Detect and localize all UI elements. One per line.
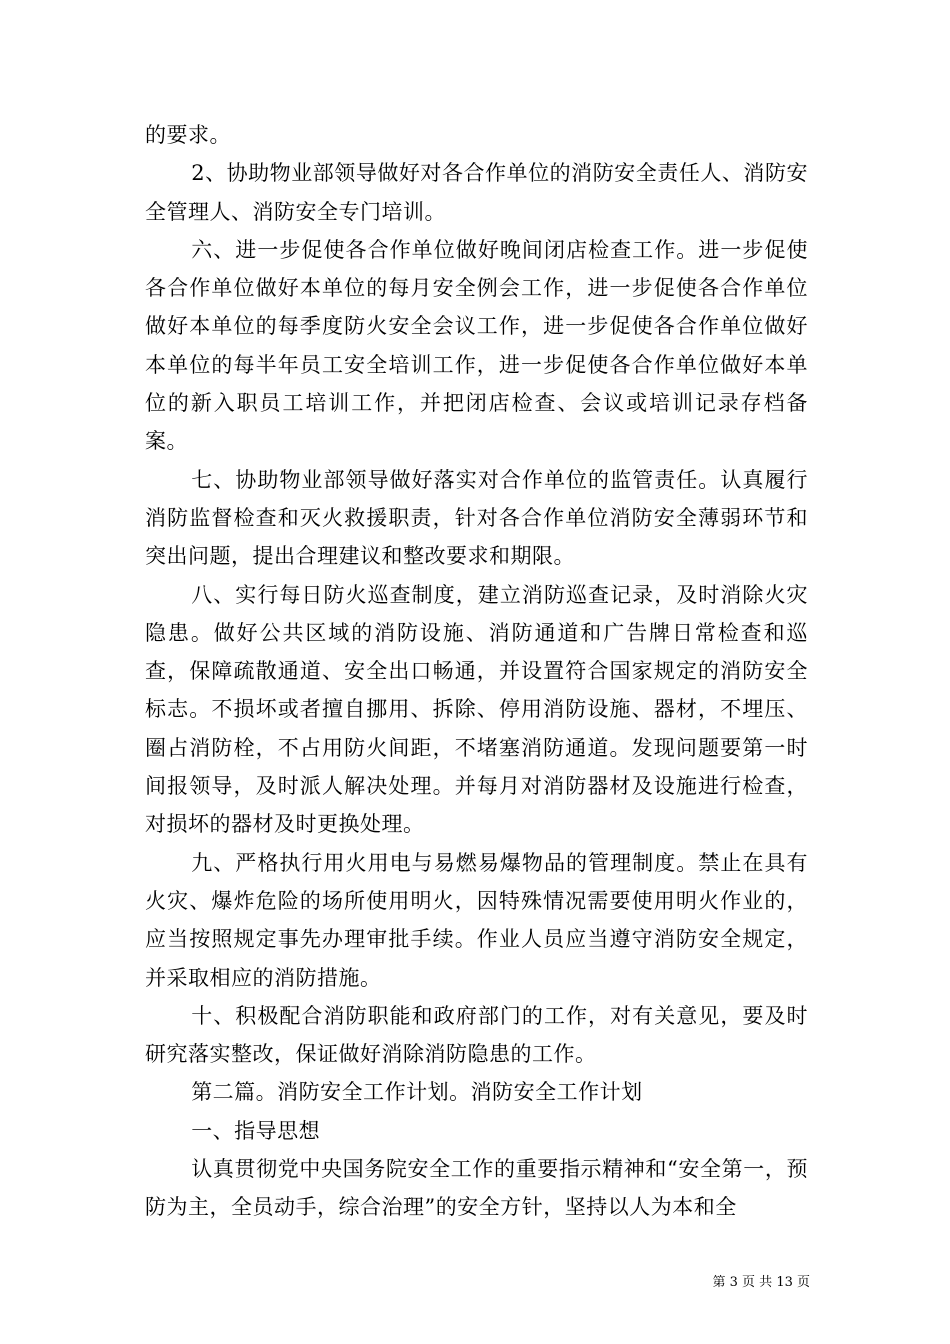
page-number-footer: 第 3 页 共 13 页 <box>712 1275 810 1290</box>
chapter-heading: 第二篇。消防安全工作计划。消防安全工作计划 <box>191 1080 643 1105</box>
paragraph-guiding-thought: 认真贯彻党中央国务院安全工作的重要指示精神和“安全第一，预防为主，全员动手，综合治理”的安全方针，坚持以人为本和全 <box>145 1157 808 1220</box>
paragraph-continuation: 的要求。 <box>145 123 231 147</box>
paragraph-section-7: 七、协助物业部领导做好落实对合作单位的监管责任。认真履行消防监督检查和灭火救援职责，针对各合作单位消防安全薄弱环节和突出问题，提出合理建议和整改要求和期限。 <box>145 467 808 569</box>
document-body <box>145 116 808 1227</box>
paragraph-section-10: 十、积极配合消防职能和政府部门的工作，对有关意见，要及时研究落实整改，保证做好消除消防隐患的工作。 <box>145 1003 808 1067</box>
paragraph-section-8: 八、实行每日防火巡查制度，建立消防巡查记录，及时消除火灾隐患。做好公共区域的消防设施、消防通道和广告牌日常检查和巡查，保障疏散通道、安全出口畅通，并设置符合国家规定的消防安全标志。不损坏或者擅自挪用、拆除、停用消防设施、器材，不埋压、圈占消防栓，不占用防火间距，不堵塞消防通道。发现问题要第一时间报领导，及时派人解决处理。并每月对消防器材及设施进行检查，对损坏的器材及时更换处理。 <box>145 582 808 837</box>
paragraph-section-9: 九、严格执行用火用电与易燃易爆物品的管理制度。禁止在具有火灾、爆炸危险的场所使用明火，因特殊情况需要使用明火作业的，应当按照规定事先办理审批手续。作业人员应当遵守消防安全规定，并采取相应的消防措施。 <box>145 850 808 990</box>
paragraph-section-6: 六、进一步促使各合作单位做好晚间闭店检查工作。进一步促使各合作单位做好本单位的每月安全例会工作，进一步促使各合作单位做好本单位的每季度防火安全会议工作，进一步促使各合作单位做好本单位的每半年员工安全培训工作，进一步促使各合作单位做好本单位的新入职员工培训工作，并把闭店检查、会议或培训记录存档备案。 <box>145 237 808 454</box>
paragraph-item-2: 2、协助物业部领导做好对各合作单位的消防安全责任人、消防安全管理人、消防安全专门培训。 <box>145 161 808 224</box>
section-heading-guiding-thought: 一、指导思想 <box>191 1118 321 1143</box>
